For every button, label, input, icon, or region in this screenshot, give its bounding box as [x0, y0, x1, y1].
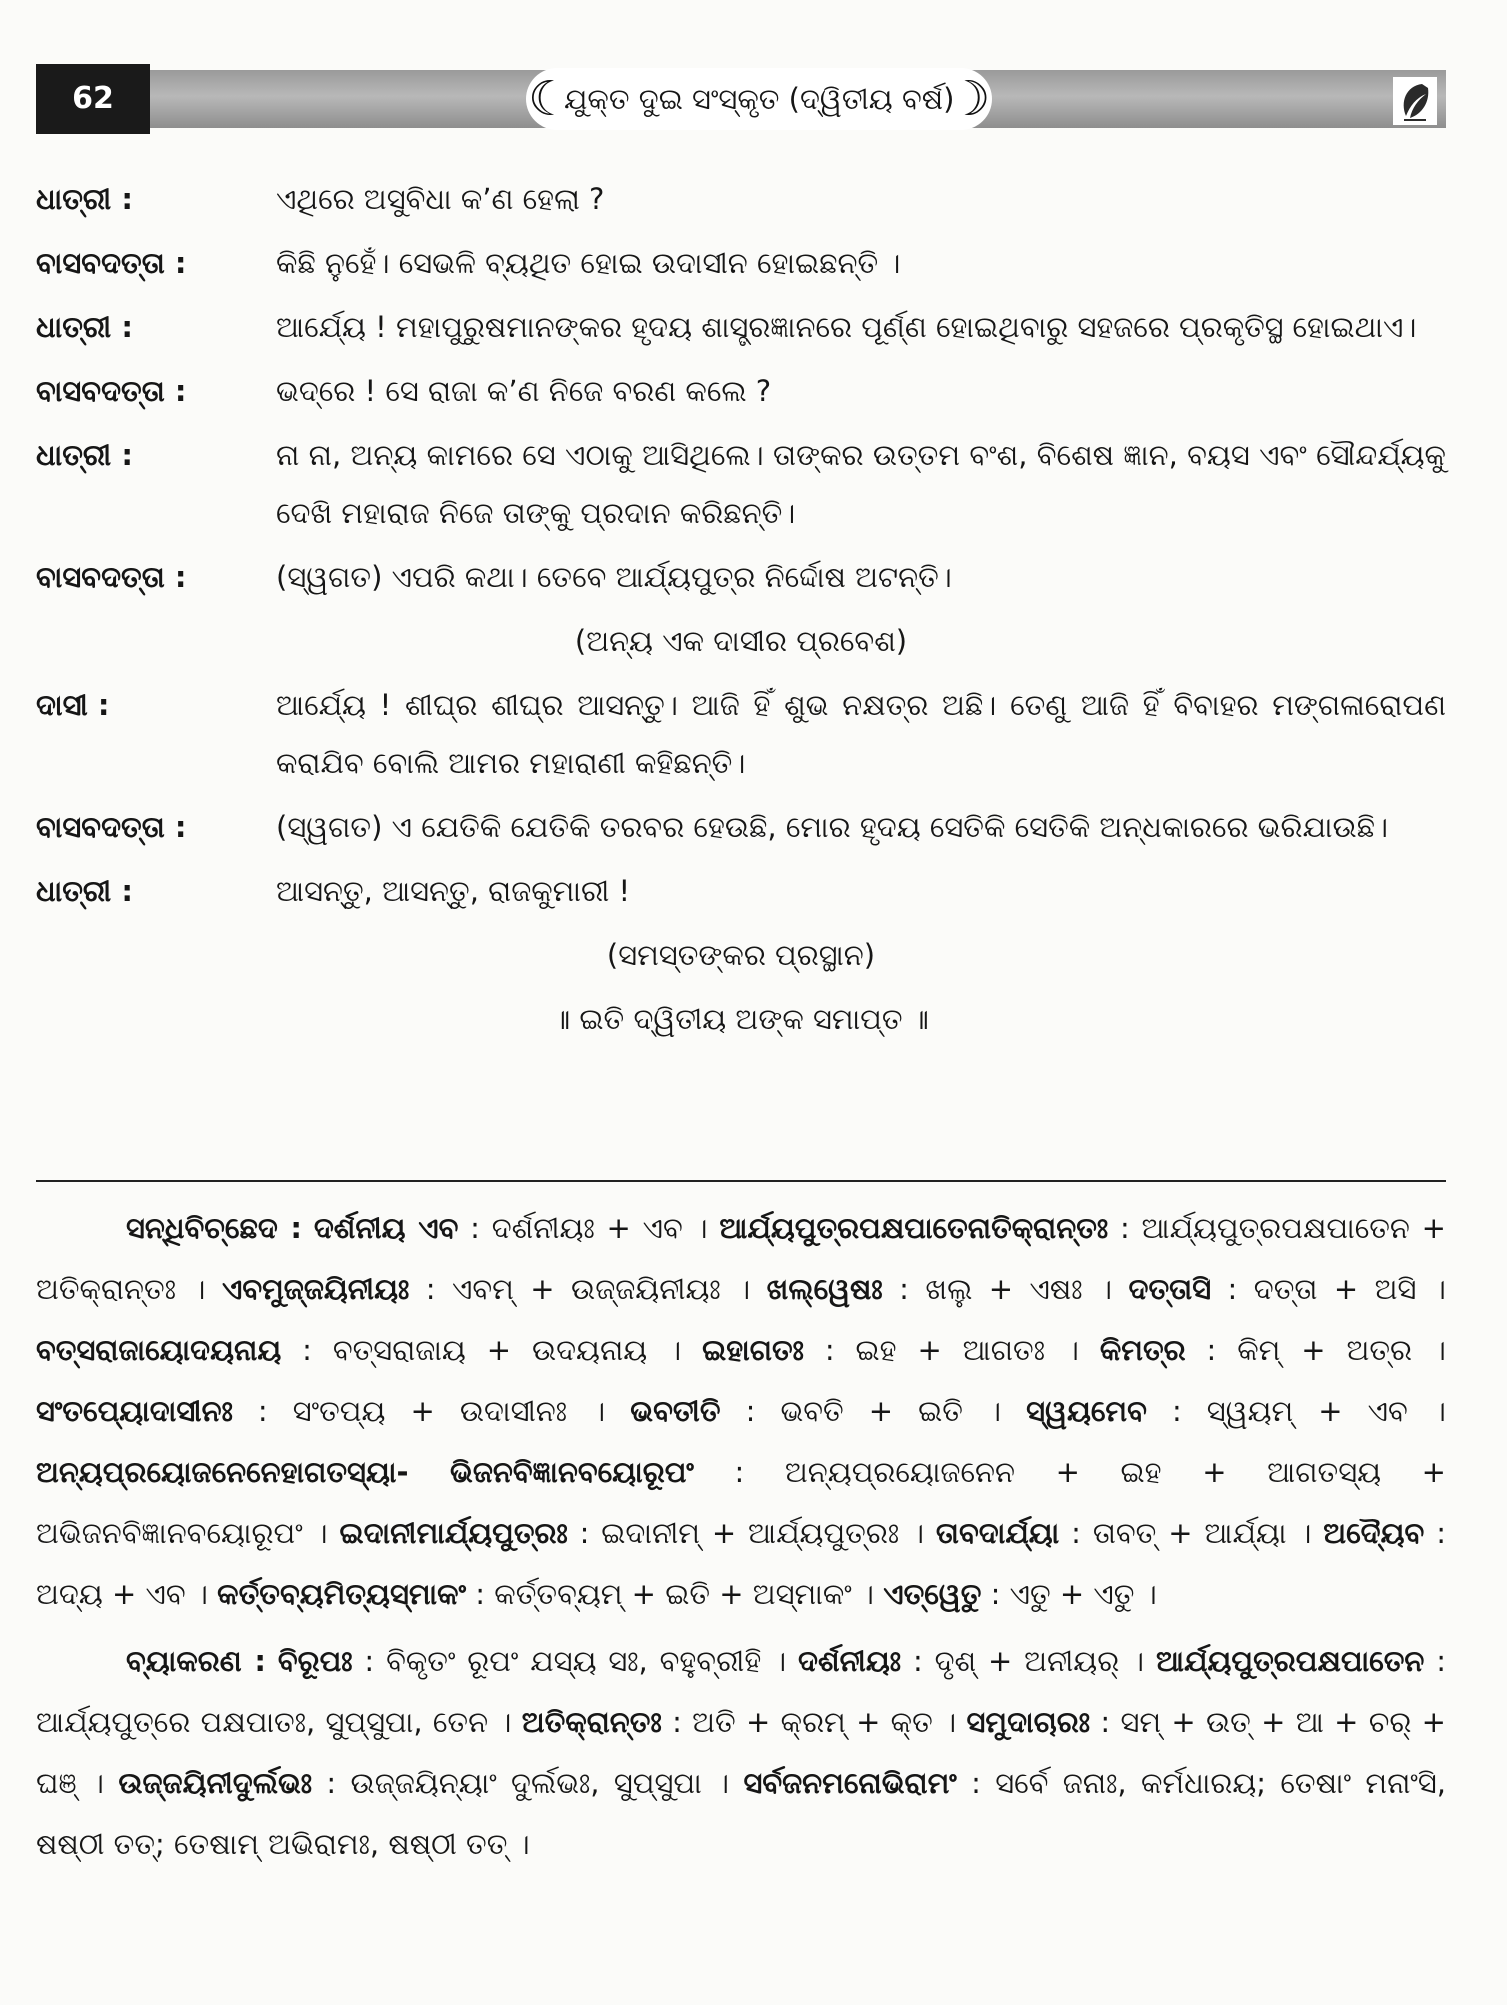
- speech-text: (ସ୍ୱଗତ) ଏ ଯେତିକି ଯେତିକି ତରବର ହେଉଛି, ମୋର ହୃଦୟ ସେତିକି ସେତିକି ଅନ୍ଧକାରରେ ଭରିଯାଉଛି।: [276, 810, 1389, 844]
- notes-section: [36, 1198, 1446, 1881]
- book-title-banner: [526, 68, 992, 130]
- note-definition: ଅନ୍ୟପ୍ରୟୋଜନେନ + ଇହ + ଆଗତସ୍ୟ + ଅଭିଜନବିଜ୍ଞାନବୟୋରୂପଂ: [36, 1455, 1446, 1550]
- note-term: ଦତ୍ତାସି: [1128, 1272, 1212, 1306]
- note-term: ଖଲ୍ୱେଷଃ: [766, 1272, 883, 1306]
- note-definition: ଅଦ୍ୟ + ଏବ: [36, 1577, 186, 1611]
- speaker-name: ଦାସୀ :: [36, 688, 110, 722]
- speaker-name: ବାସବଦତ୍ତା :: [36, 810, 187, 844]
- note-definition: କିମ୍ + ଅତ୍ର: [1237, 1333, 1412, 1367]
- speech-text: କିଛି ନୁହେଁ। ସେଭଳି ବ୍ୟଥିତ ହୋଇ ଉଦାସୀନ ହୋଇଛନ୍ତି ।: [276, 246, 901, 280]
- crescent-right-icon: ☽: [947, 71, 991, 127]
- crescent-left-icon: ☾: [528, 71, 572, 127]
- dialogue-line: [36, 862, 1446, 920]
- note-term: ଅତିକ୍ରାନ୍ତଃ: [521, 1705, 662, 1739]
- note-term: ଏବମୁଜ୍ଜୟିନୀୟଃ: [221, 1272, 410, 1306]
- note-definition: ଦୃଶ୍ + ଅନୀୟର୍: [934, 1644, 1120, 1678]
- dialogue-line: [36, 362, 1446, 420]
- speaker-name: ବାସବଦତ୍ତା :: [36, 374, 187, 408]
- dialogue-line: [36, 548, 1446, 606]
- dialogue-line: [36, 676, 1446, 792]
- note-definition: ସଂତପ୍ୟ + ଉଦାସୀନଃ: [292, 1394, 568, 1428]
- note-term: ଭବତୀତି: [630, 1394, 721, 1428]
- note-definition: ବିକୃତଂ ରୂପଂ ଯସ୍ୟ ସଃ, ବହୁବ୍ରୀହି: [386, 1644, 762, 1678]
- speech-text: ନା ନା, ଅନ୍ୟ କାମରେ ସେ ଏଠାକୁ ଆସିଥିଲେ। ତାଙ୍କର ଉତ୍ତମ ବଂଶ, ବିଶେଷ ଜ୍ଞାନ, ବୟସ ଏବଂ ସୌନ୍ଦର୍ଯ୍ୟକୁ ଦେଖି ମହାରାଜ ନିଜେ ତାଙ୍କୁ ପ୍ରଦାନ କରିଛନ୍ତି।: [276, 438, 1446, 530]
- speech-text: (ସ୍ୱଗତ) ଏପରି କଥା। ତେବେ ଆର୍ଯ୍ୟପୁତ୍ର ନିର୍ଦ୍ଦୋଷ ଅଟନ୍ତି।: [276, 560, 952, 594]
- note-definition: ଏତୁ + ଏତୁ: [1009, 1577, 1135, 1611]
- note-definition: ଦର୍ଶନୀୟଃ + ଏବ: [491, 1211, 683, 1245]
- speaker-name: ବାସବଦତ୍ତା :: [36, 560, 187, 594]
- note-definition: ବତ୍ସରାଜାୟ + ଉଦୟନାୟ: [332, 1333, 648, 1367]
- dialogue-line: [36, 170, 1446, 228]
- note-term: କିମତ୍ର: [1099, 1333, 1186, 1367]
- note-term: ସଂତପ୍ୟୋଦାସୀନଃ: [36, 1394, 233, 1428]
- dialogue-section: [36, 170, 1446, 1054]
- page-number: 62: [36, 64, 150, 134]
- stage-direction: ॥ ଇତି ଦ୍ୱିତୀୟ ଅଙ୍କ ସମାପ୍ତ ॥: [553, 1002, 929, 1036]
- note-definition: ସର୍ବେ ଜନାଃ, କର୍ମଧାରୟ; ତେଷାଂ ମନାଂସି, ଷଷ୍ଠୀ ତତ୍; ତେଷାମ୍ ଅଭିରାମଃ, ଷଷ୍ଠୀ ତତ୍: [36, 1766, 1446, 1861]
- book-title: ଯୁକ୍ତ ଦୁଇ ସଂସ୍କୃତ (ଦ୍ୱିତୀୟ ବର୍ଷ): [564, 82, 955, 116]
- note-definition: କର୍ତ୍ତବ୍ୟମ୍ + ଇତି + ଅସ୍ମାକଂ: [494, 1577, 852, 1611]
- note-term: ସମୁଦାଚାରଃ: [966, 1705, 1091, 1739]
- section-heading: ସନ୍ଧିବିଚ୍ଛେଦ :: [126, 1211, 303, 1245]
- speaker-name: ଧାତ୍ରୀ :: [36, 438, 133, 472]
- note-term: ସ୍ୱୟମେବ: [1026, 1394, 1147, 1428]
- speaker-name: ଧାତ୍ରୀ :: [36, 874, 133, 908]
- note-definition: ଆର୍ଯ୍ୟପୁତ୍ରପକ୍ଷପାତେନ + ଅତିକ୍ରାନ୍ତଃ: [36, 1211, 1446, 1306]
- note-definition: ଇହ + ଆଗତଃ: [855, 1333, 1045, 1367]
- note-term: ଏତ୍ୱେତୁ: [883, 1577, 982, 1611]
- speaker-name: ବାସବଦତ୍ତା :: [36, 246, 187, 280]
- dialogue-line: [36, 234, 1446, 292]
- note-term: ବତ୍ସରାଜାୟୋଦୟନାୟ: [36, 1333, 282, 1367]
- stage-direction: (ସମସ୍ତଙ୍କର ପ୍ରସ୍ଥାନ): [606, 938, 876, 972]
- vyakarana-paragraph: ବ୍ୟାକରଣ : ବିରୂପଃ : ବିକୃତଂ ରୂପଂ ଯସ୍ୟ ସଃ, ବହୁବ୍ରୀହି । ଦର୍ଶନୀୟଃ : ଦୃଶ୍ + ଅନୀୟର୍ । ଆର୍ଯ୍ୟପୁତ୍ରପକ୍ଷପାତେନ : ଆର୍ଯ୍ୟପୁତ୍ରେ ପକ୍ଷପାତଃ, ସୁପ୍‌ସୁପା, ତେନ । ଅତିକ୍ରାନ୍ତଃ : ଅତି + କ୍ରମ୍ + କ୍ତ । ସମୁଦାଚାରଃ : ସମ୍ + ଉତ୍ + ଆ + ଚର୍ + ଘଞ୍ । ଉଜ୍ଜୟିନୀଦୁର୍ଲଭଃ : ଉଜ୍ଜୟିନ୍ୟାଂ ଦୁର୍ଲଭଃ, ସୁପ୍‌ସୁପା । ସର୍ବଜନମନୋଭିରାମଂ : ସର୍ବେ ଜନାଃ, କର୍ମଧାରୟ; ତେଷାଂ ମନାଂସି, ଷଷ୍ଠୀ ତତ୍; ତେଷାମ୍ ଅଭିରାମଃ, ଷଷ୍ଠୀ ତତ୍ ।: [36, 1644, 1446, 1861]
- note-definition: ସମ୍ + ଉତ୍ + ଆ + ଚର୍ + ଘଞ୍: [36, 1705, 1446, 1800]
- note-term: ବିରୂପଃ: [277, 1644, 353, 1678]
- note-term: ଦର୍ଶନୀୟ ଏବ: [313, 1211, 459, 1245]
- note-term: ଦର୍ଶନୀୟଃ: [798, 1644, 902, 1678]
- note-definition: ସ୍ୱୟମ୍ + ଏବ: [1206, 1394, 1408, 1428]
- note-term: କର୍ତ୍ତବ୍ୟମିତ୍ୟସ୍ମାକଂ: [217, 1577, 467, 1611]
- note-definition: ତାବତ୍ + ଆର୍ଯ୍ୟା: [1092, 1516, 1287, 1550]
- note-definition: ଅତି + କ୍ରମ୍ + କ୍ତ: [692, 1705, 933, 1739]
- note-definition: ଇଦାନୀମ୍ + ଆର୍ଯ୍ୟପୁତ୍ରଃ: [601, 1516, 900, 1550]
- note-definition: ଦତ୍ତା + ଅସି: [1253, 1272, 1417, 1306]
- note-term: ସର୍ବଜନମନୋଭିରାମଂ: [743, 1766, 957, 1800]
- dialogue-line: [36, 298, 1446, 356]
- note-term: ଆର୍ଯ୍ୟପୁତ୍ରପକ୍ଷପାତେନାତିକ୍ରାନ୍ତଃ: [719, 1211, 1109, 1245]
- speech-text: ଆସନ୍ତୁ, ଆସନ୍ତୁ, ରାଜକୁମାରୀ !: [276, 874, 631, 908]
- speech-text: ଏଥିରେ ଅସୁବିଧା କ’ଣ ହେଲା ?: [276, 182, 605, 216]
- note-definition: ଏବମ୍ + ଉଜ୍ଜୟିନୀୟଃ: [451, 1272, 721, 1306]
- note-definition: ଭବତି + ଇତି: [780, 1394, 963, 1428]
- note-definition: ଖଲୁ + ଏଷଃ: [925, 1272, 1083, 1306]
- publisher-logo-icon: [1392, 76, 1438, 126]
- page-header: [36, 64, 1446, 134]
- speech-text: ଆର୍ଯ୍ୟେ ! ମହାପୁରୁଷମାନଙ୍କର ହୃଦୟ ଶାସ୍ତ୍ରଜ୍ଞାନରେ ପୂର୍ଣ୍ଣ ହୋଇଥିବାରୁ ସହଜରେ ପ୍ରକୃତିସ୍ଥ ହୋଇଥାଏ।: [276, 310, 1417, 344]
- dialogue-line: [36, 426, 1446, 542]
- sandhi-paragraph: ସନ୍ଧିବିଚ୍ଛେଦ : ଦର୍ଶନୀୟ ଏବ : ଦର୍ଶନୀୟଃ + ଏବ । ଆର୍ଯ୍ୟପୁତ୍ରପକ୍ଷପାତେନାତିକ୍ରାନ୍ତଃ : ଆର୍ଯ୍ୟପୁତ୍ରପକ୍ଷପାତେନ + ଅତିକ୍ରାନ୍ତଃ । ଏବମୁଜ୍ଜୟିନୀୟଃ : ଏବମ୍ + ଉଜ୍ଜୟିନୀୟଃ । ଖଲ୍ୱେଷଃ : ଖଲୁ + ଏଷଃ । ଦତ୍ତାସି : ଦତ୍ତା + ଅସି । ବତ୍ସରାଜାୟୋଦୟନାୟ : ବତ୍ସରାଜାୟ + ଉଦୟନାୟ । ଇହାଗତଃ : ଇହ + ଆଗତଃ । କିମତ୍ର : କିମ୍ + ଅତ୍ର । ସଂତପ୍ୟୋଦାସୀନଃ : ସଂତପ୍ୟ + ଉଦାସୀନଃ । ଭବତୀତି : ଭବତି + ଇତି । ସ୍ୱୟମେବ : ସ୍ୱୟମ୍ + ଏବ । ଅନ୍ୟପ୍ରୟୋଜନେନେହାଗତସ୍ୟା- ଭିଜନବିଜ୍ଞାନବୟୋରୂପଂ : ଅନ୍ୟପ୍ରୟୋଜନେନ + ଇହ + ଆଗତସ୍ୟ + ଅଭିଜନବିଜ୍ଞାନବୟୋରୂପଂ । ଇଦାନୀମାର୍ଯ୍ୟପୁତ୍ରଃ : ଇଦାନୀମ୍ + ଆର୍ଯ୍ୟପୁତ୍ରଃ । ତାବଦାର୍ଯ୍ୟା : ତାବତ୍ + ଆର୍ଯ୍ୟା । ଅଦ୍ୟୈବ : ଅଦ୍ୟ + ଏବ । କର୍ତ୍ତବ୍ୟମିତ୍ୟସ୍ମାକଂ : କର୍ତ୍ତବ୍ୟମ୍ + ଇତି + ଅସ୍ମାକଂ । ଏତ୍ୱେତୁ : ଏତୁ + ଏତୁ ।: [36, 1211, 1446, 1611]
- section-divider: [36, 1180, 1446, 1182]
- stage-direction: (ଅନ୍ୟ ଏକ ଦାସୀର ପ୍ରବେଶ): [574, 624, 908, 658]
- note-definition: ଉଜ୍ଜୟିନ୍ୟାଂ ଦୁର୍ଲଭଃ, ସୁପ୍‌ସୁପା: [350, 1766, 702, 1800]
- note-term: ଅଦ୍ୟୈବ: [1323, 1516, 1425, 1550]
- speech-text: ଆର୍ଯ୍ୟେ ! ଶୀଘ୍ର ଶୀଘ୍ର ଆସନ୍ତୁ। ଆଜି ହିଁ ଶୁଭ ନକ୍ଷତ୍ର ଅଛି। ତେଣୁ ଆଜି ହିଁ ବିବାହର ମଙ୍ଗଳାରୋପଣ କରାଯିବ ବୋଲି ଆମର ମହାରାଣୀ କହିଛନ୍ତି।: [276, 688, 1446, 780]
- note-definition: ଆର୍ଯ୍ୟପୁତ୍ରେ ପକ୍ଷପାତଃ, ସୁପ୍‌ସୁପା, ତେନ: [36, 1705, 489, 1739]
- note-term: ତାବଦାର୍ଯ୍ୟା: [935, 1516, 1060, 1550]
- dialogue-line: [36, 798, 1446, 856]
- note-term: ଇଦାନୀମାର୍ଯ୍ୟପୁତ୍ରଃ: [339, 1516, 568, 1550]
- section-heading: ବ୍ୟାକରଣ :: [126, 1644, 266, 1678]
- speaker-name: ଧାତ୍ରୀ :: [36, 182, 133, 216]
- note-term: ଅନ୍ୟପ୍ରୟୋଜନେନେହାଗତସ୍ୟା- ଭିଜନବିଜ୍ଞାନବୟୋରୂପଂ: [36, 1455, 694, 1489]
- speech-text: ଭଦ୍ରେ ! ସେ ରାଜା କ’ଣ ନିଜେ ବରଣ କଲେ ?: [276, 374, 772, 408]
- speaker-name: ଧାତ୍ରୀ :: [36, 310, 133, 344]
- note-term: ଉଜ୍ଜୟିନୀଦୁର୍ଲଭଃ: [118, 1766, 313, 1800]
- note-term: ଆର୍ଯ୍ୟପୁତ୍ରପକ୍ଷପାତେନ: [1155, 1644, 1425, 1678]
- note-term: ଇହାଗତଃ: [702, 1333, 804, 1367]
